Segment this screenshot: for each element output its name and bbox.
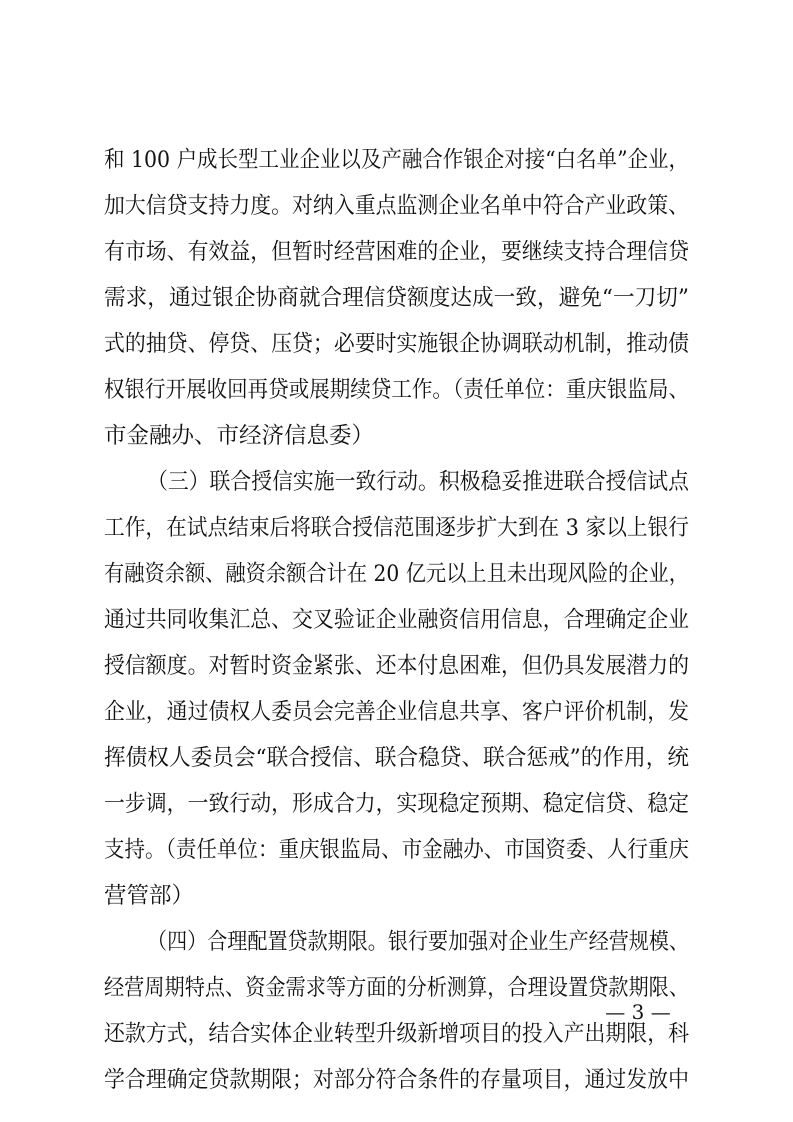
text-line-content: 挥债权人委员会“联合授信、联合稳贷、联合惩戒”的作用，统	[104, 745, 689, 771]
text-line	[0, 644, 793, 688]
text-line	[0, 276, 793, 320]
text-line	[0, 874, 793, 918]
text-line-content: 需求，通过银企协商就合理信贷额度达成一致，避免“一刀切”	[104, 285, 689, 311]
text-line	[0, 368, 793, 412]
text-line-content: 支持。（责任单位：重庆银监局、市金融办、市国资委、人行重庆	[104, 837, 689, 863]
text-line	[0, 598, 793, 642]
text-line-content: 市金融办、市经济信息委）	[104, 423, 375, 449]
text-line-content: 有融资余额、融资余额合计在 20 亿元以上且未出现风险的企业，	[104, 561, 689, 587]
text-line	[0, 506, 793, 550]
text-line	[0, 322, 793, 366]
text-line-content: 有市场、有效益，但暂时经营困难的企业，要继续支持合理信贷	[104, 239, 689, 265]
text-line	[0, 690, 793, 734]
text-line-content: （四）合理配置贷款期限。银行要加强对企业生产经营规模、	[147, 929, 689, 955]
text-line	[0, 966, 793, 1010]
text-line	[0, 138, 793, 182]
text-line-content: 学合理确定贷款期限；对部分符合条件的存量项目，通过发放中	[104, 1067, 689, 1093]
text-line-content: 企业，通过债权人委员会完善企业信息共享、客户评价机制，发	[104, 699, 689, 725]
text-line	[0, 1012, 793, 1056]
text-line-content: 授信额度。对暂时资金紧张、还本付息困难，但仍具发展潜力的	[104, 653, 689, 679]
text-line	[0, 782, 793, 826]
text-line-content: 经营周期特点、资金需求等方面的分析测算，合理设置贷款期限、	[104, 975, 689, 1001]
text-line	[0, 736, 793, 780]
text-line-content: （三）联合授信实施一致行动。积极稳妥推进联合授信试点	[147, 469, 689, 495]
text-line-content: 通过共同收集汇总、交叉验证企业融资信用信息，合理确定企业	[104, 607, 689, 633]
text-line-content: 加大信贷支持力度。对纳入重点监测企业名单中符合产业政策、	[104, 193, 689, 219]
text-line	[0, 920, 793, 964]
text-line	[0, 552, 793, 596]
text-line-content: 工作，在试点结束后将联合授信范围逐步扩大到在 3 家以上银行	[104, 515, 689, 541]
text-line-content: 权银行开展收回再贷或展期续贷工作。（责任单位：重庆银监局、	[104, 377, 689, 403]
text-line	[0, 828, 793, 872]
text-line-content: 一步调，一致行动，形成合力，实现稳定预期、稳定信贷、稳定	[104, 791, 689, 817]
text-line-content: 还款方式，结合实体企业转型升级新增项目的投入产出期限，科	[104, 1021, 689, 1047]
text-line	[0, 184, 793, 228]
page-number: — 3 —	[605, 1000, 671, 1024]
text-line	[0, 1058, 793, 1102]
text-line	[0, 414, 793, 458]
text-line-content: 营管部）	[104, 883, 195, 909]
text-line	[0, 460, 793, 504]
text-line	[0, 230, 793, 274]
text-line-content: 和 100 户成长型工业企业以及产融合作银企对接“白名单”企业，	[104, 147, 689, 173]
text-line-content: 式的抽贷、停贷、压贷；必要时实施银企协调联动机制，推动债	[104, 331, 689, 357]
